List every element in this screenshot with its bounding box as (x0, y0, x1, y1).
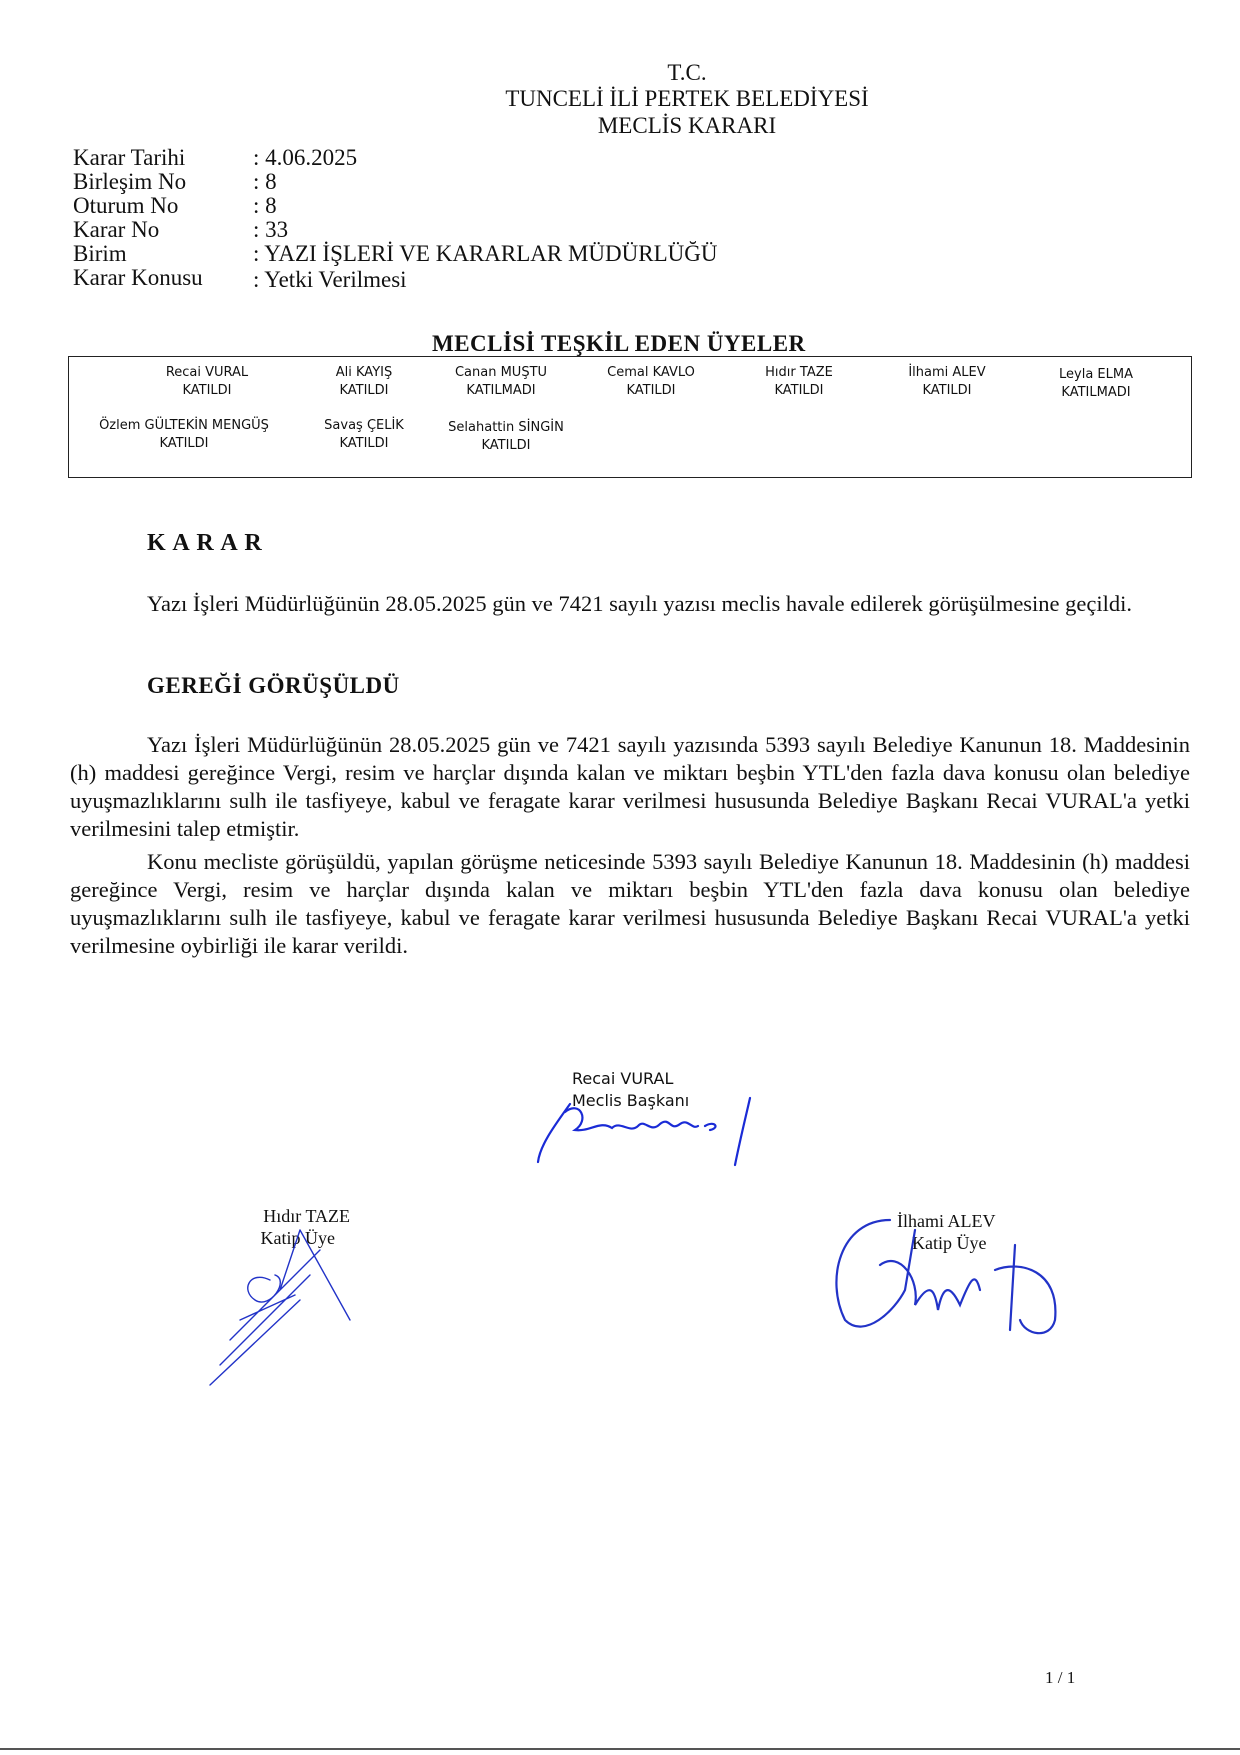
member-name: Selahattin SİNGİN (448, 420, 564, 435)
left-signature (200, 1220, 360, 1390)
member-name: Özlem GÜLTEKİN MENGÜŞ (99, 418, 269, 433)
member-status: KATILMADI (1061, 385, 1131, 400)
chair-signature (520, 1090, 790, 1170)
member-status: KATILDI (774, 383, 824, 398)
meta-label-sitting: Oturum No (73, 193, 179, 218)
member-item (887, 364, 1007, 400)
meta-label-decision-no: Karar No (73, 217, 160, 242)
member-name: Hıdır TAZE (765, 365, 833, 380)
member-name: İlhami ALEV (908, 365, 986, 380)
meta-value-unit: : YAZI İŞLERİ VE KARARLAR MÜDÜRLÜĞÜ (253, 241, 718, 266)
member-name: Cemal KAVLO (607, 365, 695, 380)
chair-name: Recai VURAL (572, 1069, 674, 1088)
meta-value-subject: : Yetki Verilmesi (253, 267, 407, 292)
meta-label-session: Birleşim No (73, 169, 187, 194)
geregi-title: GEREĞİ GÖRÜŞÜLDÜ (147, 673, 400, 698)
member-status: KATILDI (339, 436, 389, 451)
meta-label-subject: Karar Konusu (73, 265, 203, 290)
meta-value-decision-no: : 33 (253, 217, 289, 242)
member-status: KATILDI (159, 436, 209, 451)
meta-value-sitting: : 8 (253, 193, 277, 218)
member-status: KATILDI (626, 383, 676, 398)
member-item (739, 364, 859, 400)
header-tc: T.C. (667, 60, 707, 85)
member-item (1036, 366, 1156, 402)
meta-value-session: : 8 (253, 169, 277, 194)
member-item (99, 417, 269, 453)
right-signature (820, 1210, 1070, 1345)
geregi-paragraph-2: Konu mecliste görüşüldü, yapılan görüşme neticesinde 5393 sayılı Belediye Kanunun 18. Maddesinin (h) maddesi gereğince Vergi, resim ve harçlar dışında kalan ve miktarı beşbin YTL'den fazla dava konusu olan belediye uyuşmazlıklarını sulh ile tasfiyeye, kabul ve feragate karar verilmesi hususunda Belediye Başkanı Recai VURAL'a yetki verilmesine oybirliği ile karar verildi. (70, 849, 1190, 958)
geregi-paragraph-1: Yazı İşleri Müdürlüğünün 28.05.2025 gün ve 7421 sayılı yazısında 5393 sayılı Belediye Kanunun 18. Maddesinin (h) maddesi gereğince Vergi, resim ve harçlar dışında kalan ve miktarı beşbin YTL'den fazla dava konusu olan belediye uyuşmazlıklarını sulh ile tasfiyeye, kabul ve feragate karar verilmesi hususunda Belediye Başkanı Recai VURAL'a yetki verilmesini talep etmiştir. (70, 732, 1190, 841)
meta-label-unit: Birim (73, 241, 127, 266)
member-item (431, 419, 581, 455)
member-item (591, 364, 711, 400)
member-status: KATILDI (339, 383, 389, 398)
header-municipality: TUNCELİ İLİ PERTEK BELEDİYESİ (505, 86, 869, 111)
meta-value-date: : 4.06.2025 (253, 145, 358, 170)
member-status: KATILDI (481, 438, 531, 453)
member-item (304, 417, 424, 453)
members-table (68, 356, 1192, 478)
member-status: KATILDI (922, 383, 972, 398)
left-signer-name: Hıdır TAZE (263, 1206, 350, 1226)
header-decision-title: MECLİS KARARI (597, 113, 777, 138)
member-item (314, 364, 414, 400)
left-signer-title: Katip Üye (260, 1228, 335, 1248)
karar-title: K A R A R (147, 530, 263, 556)
members-title: MECLİSİ TEŞKİL EDEN ÜYELER (432, 331, 806, 356)
meta-label-date: Karar Tarihi (73, 145, 186, 170)
member-name: Recai VURAL (165, 365, 249, 380)
right-signer-name: İlhami ALEV (897, 1211, 996, 1231)
member-name: Leyla ELMA (1059, 367, 1133, 382)
bottom-rule (0, 1748, 1240, 1750)
member-name: Canan MUŞTU (454, 365, 548, 380)
chair-title: Meclis Başkanı (572, 1091, 690, 1110)
member-item (147, 364, 267, 400)
page-number: 1 / 1 (1045, 1668, 1076, 1687)
member-status: KATILDI (182, 383, 232, 398)
member-name: Ali KAYIŞ (335, 365, 393, 380)
member-item (441, 364, 561, 400)
karar-paragraph: Yazı İşleri Müdürlüğünün 28.05.2025 gün ve 7421 sayılı yazısı meclis havale edilerek görüşülmesine geçildi. (147, 591, 1133, 616)
member-status: KATILMADI (466, 383, 536, 398)
member-name: Savaş ÇELİK (324, 418, 404, 433)
right-signer-title: Katip Üye (912, 1233, 987, 1253)
